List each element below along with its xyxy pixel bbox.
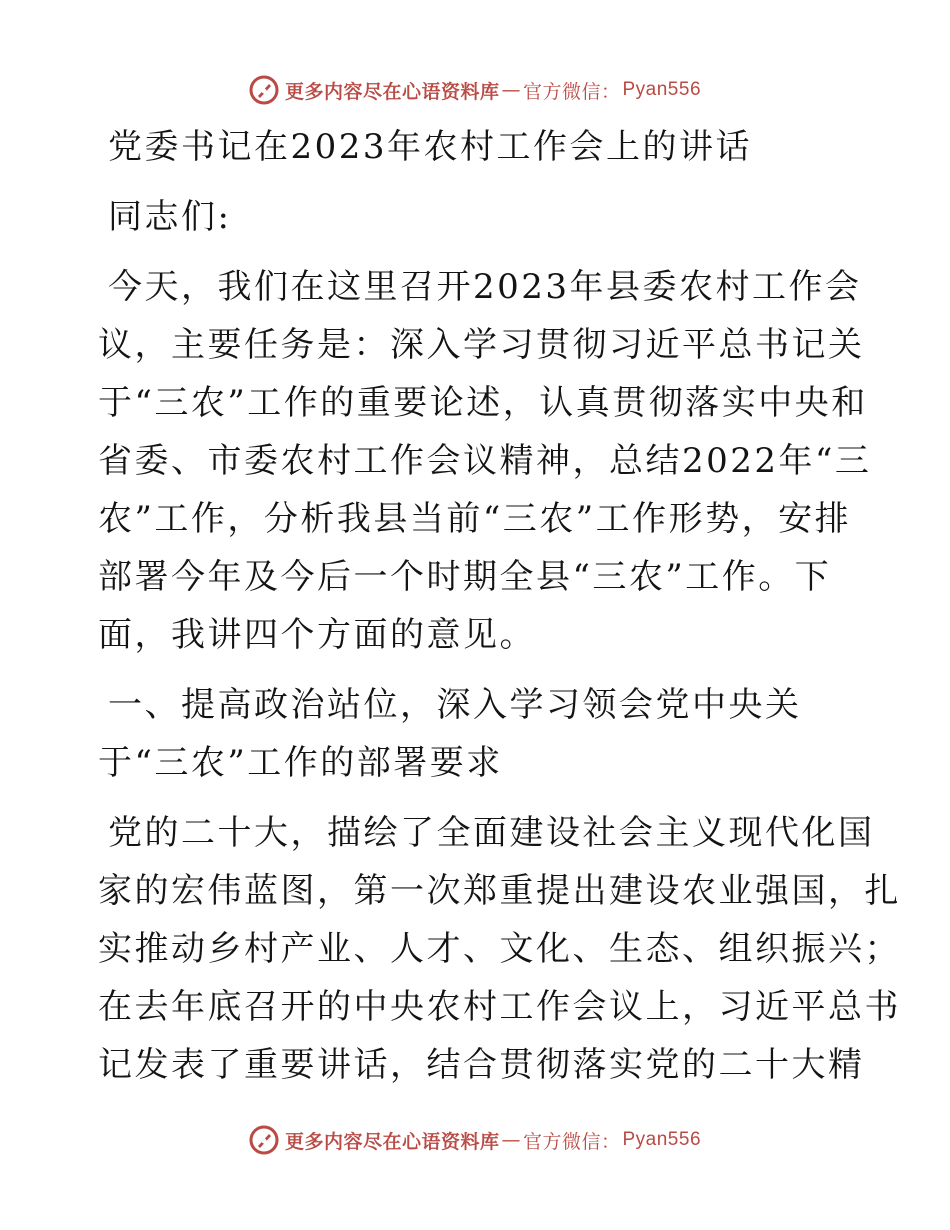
watermark-separator: —: [501, 79, 521, 101]
paragraph-1: [98, 258, 872, 664]
watermark-text: 更多内容尽在心语资料库: [284, 80, 500, 103]
paragraph-line: 家的宏伟蓝图，第一次郑重提出建设农业强国，扎: [98, 871, 901, 911]
paragraph-line: 省委、市委农村工作会议精神，总结2022年“三: [98, 441, 872, 481]
paragraph-line: 议，主要任务是：深入学习贯彻习近平总书记关: [98, 325, 865, 365]
heading-line: 于“三农”工作的部署要求: [98, 743, 503, 783]
paragraph-line: 实推动乡村产业、人才、文化、生态、组织振兴；: [98, 929, 901, 969]
paragraph-line: 农”工作，分析我县当前“三农”工作形势，安排: [98, 499, 852, 539]
document-body: [98, 118, 901, 1094]
watermark-header: [0, 70, 950, 110]
paragraph-line: 在去年底召开的中央农村工作会议上，习近平总书: [98, 987, 901, 1027]
watermark-official-label: 官方微信：: [522, 80, 621, 103]
watermark-text: 更多内容尽在心语资料库: [284, 1130, 500, 1153]
paragraph-line: 党的二十大，描绘了全面建设社会主义现代化国: [108, 813, 875, 853]
document-title: 党委书记在2023年农村工作会上的讲话: [108, 127, 753, 167]
quill-circle-logo-icon: [249, 1125, 279, 1155]
paragraph-line: 面，我讲四个方面的意见。: [98, 615, 536, 655]
salutation: 同志们:: [108, 197, 232, 237]
watermark-footer: [0, 1120, 950, 1160]
quill-circle-logo-icon: [249, 75, 279, 105]
paragraph-2: [98, 804, 901, 1094]
watermark-official-label: 官方微信：: [522, 1130, 621, 1153]
watermark-separator: —: [501, 1129, 521, 1151]
paragraph-line: 于“三农”工作的重要论述，认真贯彻落实中央和: [98, 383, 868, 423]
paragraph-line: 今天，我们在这里召开2023年县委农村工作会: [108, 267, 862, 307]
paragraph-line: 部署今年及今后一个时期全县“三农”工作。下: [98, 557, 832, 597]
watermark-wechat-id: Pyan556: [622, 1129, 702, 1150]
section-heading-1: [98, 676, 858, 792]
heading-line: 一、提高政治站位，深入学习领会党中央关: [108, 685, 802, 725]
watermark-wechat-id: Pyan556: [622, 79, 702, 100]
paragraph-line: 记发表了重要讲话，结合贯彻落实党的二十大精: [98, 1045, 865, 1085]
